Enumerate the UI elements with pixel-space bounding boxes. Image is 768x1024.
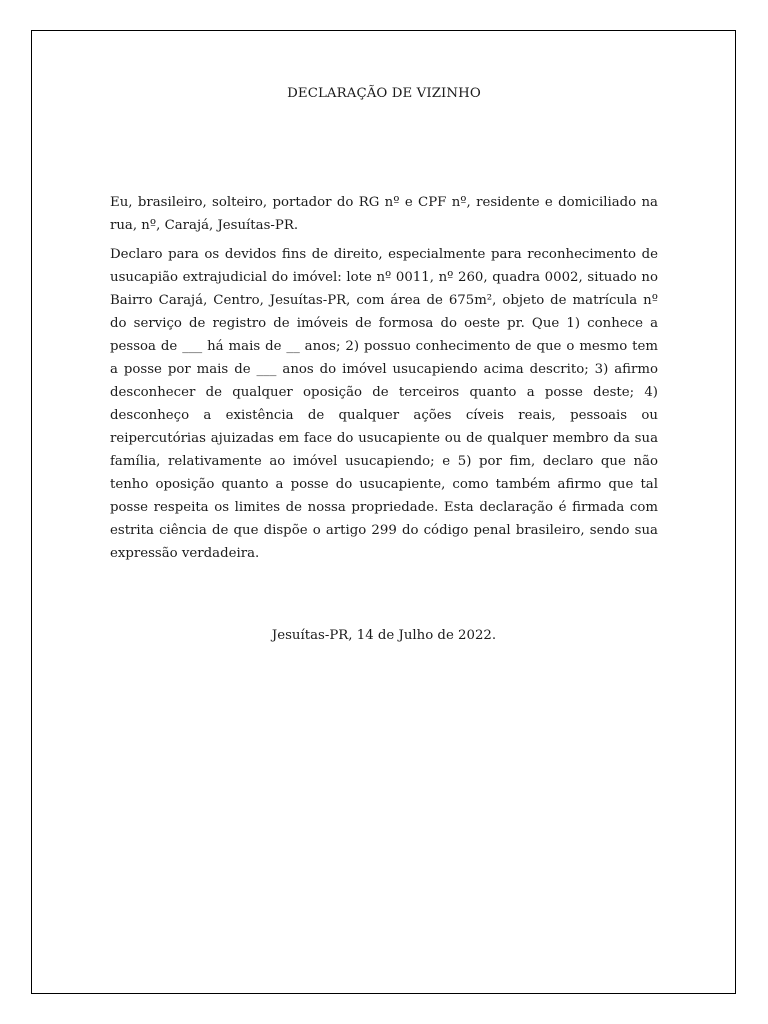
declaration-paragraph: Declaro para os devidos fins de direito, especialmente para reconhecimento de usucapião extrajudicial do imóvel: lote nº 0011, nº 260, quadra 0002, situado no Bairro Carajá, Centro, Jesuítas-PR, com área de 675m², objeto de matrícula nº do serviço de registro de imóveis de formosa do oeste pr. Que 1) conhece a pessoa de ___ há mais de __ anos; 2) possuo conhecimento de que o mesmo tem a posse por mais de ___ anos do imóvel usucapiendo acima descrito; 3) afirmo desconhecer de qualquer oposição de terceiros quanto a posse deste; 4) desconheço a existência de qualquer ações cíveis reais, pessoais ou reipercutórias ajuizadas em face do usucapiente ou de qualquer membro da sua família, relativamente ao imóvel usucapiendo; e 5) por fim, declaro que não tenho oposição quanto a posse do usucapiente, como também afirmo que tal posse respeita os limites de nossa propriedade. Esta declaração é firmada com estrita ciência de que dispõe o artigo 299 do código penal brasileiro, sendo sua expressão verdadeira. [110,247,658,561]
document-body [110,191,658,571]
identification-paragraph: Eu, brasileiro, solteiro, portador do RG nº e CPF nº, residente e domiciliado na rua, nº, Carajá, Jesuítas-PR. [110,195,658,233]
document-title: DECLARAÇÃO DE VIZINHO [287,86,481,101]
date-line: Jesuítas-PR, 14 de Julho de 2022. [271,628,497,643]
